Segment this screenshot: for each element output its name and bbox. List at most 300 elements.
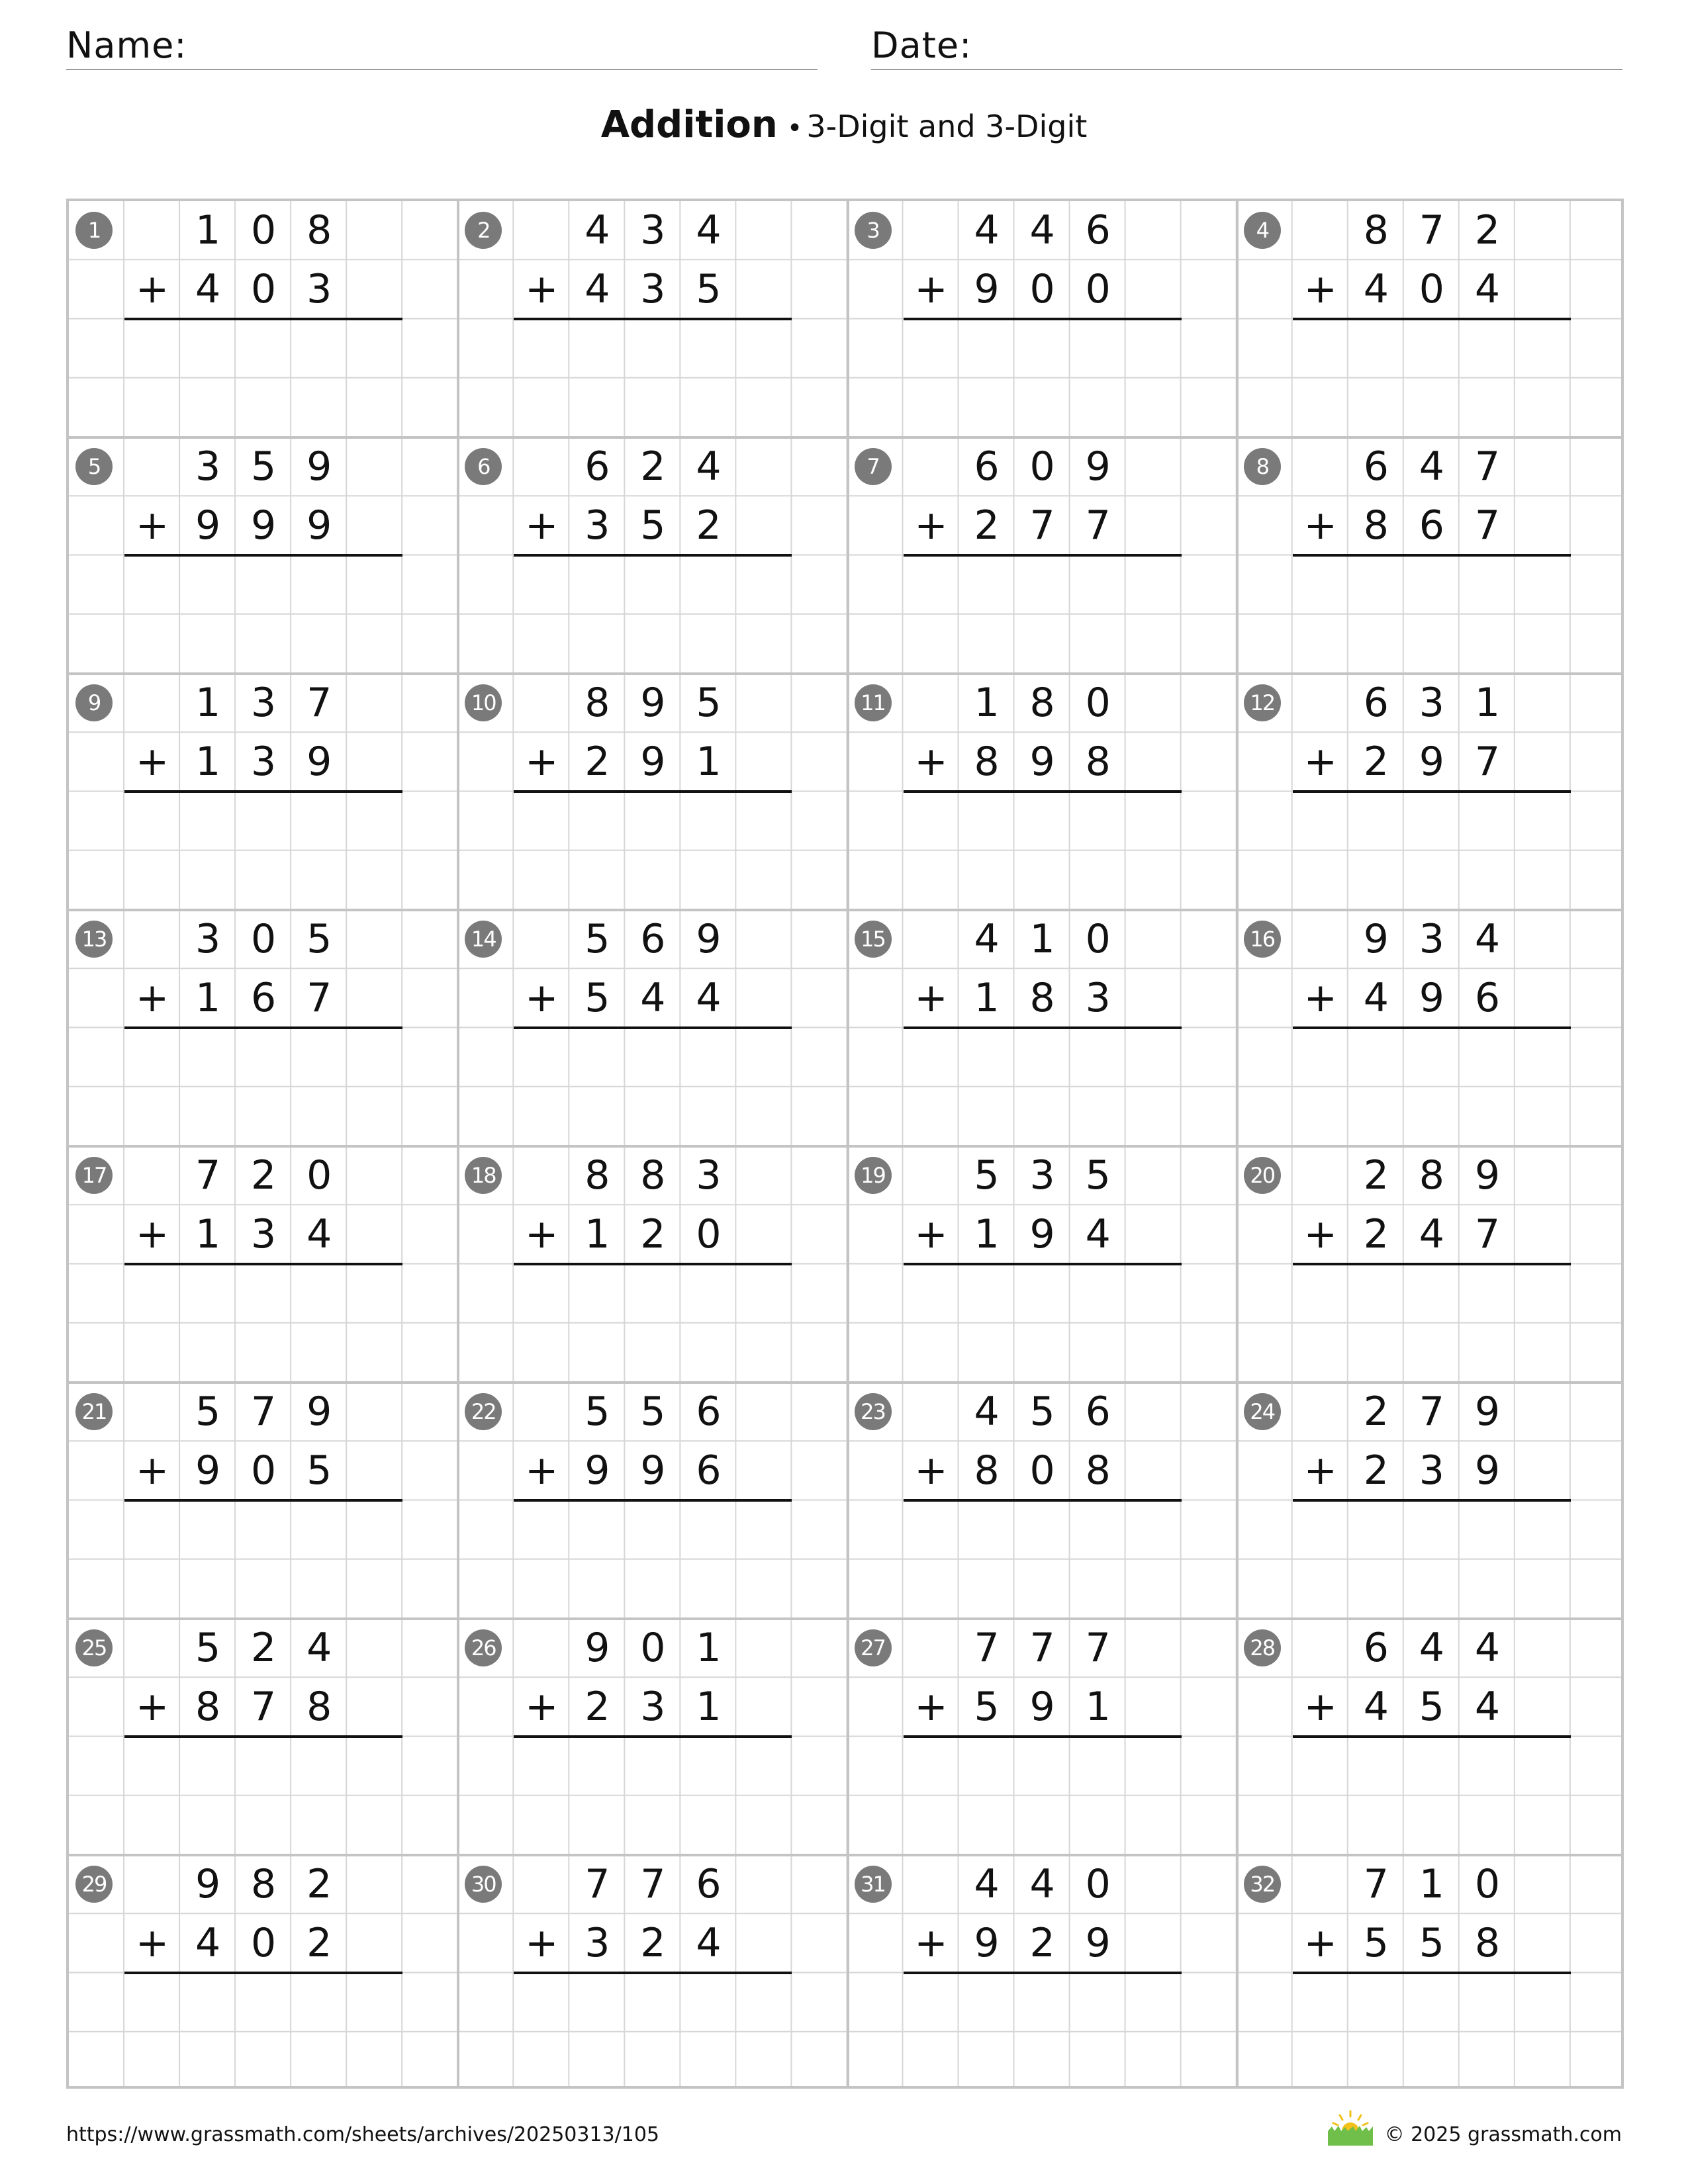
- addend-bottom-digit: 2: [696, 502, 722, 549]
- answer-space[interactable]: [1293, 1265, 1571, 1379]
- addend-top-digit: 5: [585, 1388, 610, 1435]
- problem-number-badge: 21: [75, 1393, 113, 1430]
- addend-top-digit: 0: [306, 1152, 332, 1199]
- addend-bottom-digit: 9: [1029, 1684, 1055, 1731]
- addend-top-digit: 1: [195, 207, 221, 253]
- addend-bottom-digit: 7: [251, 1684, 277, 1731]
- problem-number-badge: 17: [75, 1157, 113, 1194]
- problem-16: [1237, 910, 1624, 1146]
- addend-top-digit: 6: [1363, 1625, 1389, 1671]
- answer-space[interactable]: [124, 320, 402, 434]
- addend-top-digit: 9: [195, 1861, 221, 1907]
- addend-bottom-digit: 7: [1029, 502, 1055, 549]
- addend-bottom-digit: 4: [696, 975, 722, 1022]
- addend-bottom-digit: 4: [1474, 1684, 1500, 1731]
- addend-top-digit: 0: [1085, 680, 1111, 726]
- plus-sign: +: [1303, 1684, 1337, 1730]
- answer-space[interactable]: [514, 1737, 792, 1852]
- addend-bottom-digit: 8: [195, 1684, 221, 1731]
- answer-space[interactable]: [904, 1028, 1182, 1143]
- answer-space[interactable]: [1293, 792, 1571, 907]
- problem-number-badge: 27: [855, 1629, 892, 1666]
- problem-number-badge: 32: [1244, 1866, 1281, 1903]
- addend-bottom-digit: 9: [195, 502, 221, 549]
- problem-number-badge: 20: [1244, 1157, 1281, 1194]
- addend-top-digit: 7: [974, 1625, 1000, 1671]
- answer-space[interactable]: [124, 1974, 402, 2088]
- plus-sign: +: [914, 1211, 948, 1257]
- answer-space[interactable]: [904, 1737, 1182, 1852]
- problem-number-badge: 22: [465, 1393, 502, 1430]
- problem-19: [848, 1146, 1237, 1383]
- addend-bottom-digit: 7: [1085, 502, 1111, 549]
- addend-bottom-digit: 5: [640, 502, 666, 549]
- addend-top-digit: 5: [974, 1152, 1000, 1199]
- answer-space[interactable]: [124, 1265, 402, 1379]
- addend-top-digit: 6: [974, 443, 1000, 490]
- date-field[interactable]: [871, 23, 1622, 70]
- answer-space[interactable]: [904, 1974, 1182, 2088]
- addend-top-digit: 1: [974, 680, 1000, 726]
- addend-top-digit: 1: [195, 680, 221, 726]
- addend-bottom-digit: 8: [1363, 502, 1389, 549]
- addend-bottom-digit: 4: [1363, 266, 1389, 313]
- addend-top-digit: 5: [251, 443, 277, 490]
- problem-5: [69, 437, 458, 674]
- problem-1: [69, 201, 458, 437]
- addend-top-digit: 0: [1029, 443, 1055, 490]
- problem-number-badge: 1: [75, 212, 113, 249]
- answer-space[interactable]: [514, 1974, 792, 2088]
- addend-top-digit: 7: [1419, 207, 1444, 253]
- plus-sign: +: [525, 739, 559, 785]
- addend-top-digit: 5: [1029, 1388, 1055, 1435]
- problem-number-badge: 25: [75, 1629, 113, 1666]
- addend-top-digit: 9: [696, 916, 722, 962]
- addend-bottom-digit: 6: [1474, 975, 1500, 1022]
- footer-url[interactable]: https://www.grassmath.com/sheets/archives/20250313/105: [66, 2123, 660, 2146]
- addend-top-digit: 7: [1029, 1625, 1055, 1671]
- addend-bottom-digit: 6: [251, 975, 277, 1022]
- plus-sign: +: [135, 1684, 169, 1730]
- addend-bottom-digit: 9: [585, 1447, 610, 1494]
- addend-top-digit: 8: [306, 207, 332, 253]
- addend-top-digit: 5: [640, 1388, 666, 1435]
- plus-sign: +: [914, 1447, 948, 1494]
- addend-bottom-digit: 8: [1029, 975, 1055, 1022]
- plus-sign: +: [135, 1447, 169, 1494]
- addend-top-digit: 4: [974, 916, 1000, 962]
- addend-bottom-digit: 8: [1085, 739, 1111, 786]
- problem-21: [69, 1383, 458, 1619]
- answer-space[interactable]: [1293, 1501, 1571, 1615]
- problem-14: [458, 910, 847, 1146]
- problem-15: [848, 910, 1237, 1146]
- addend-bottom-digit: 9: [1029, 739, 1055, 786]
- addend-bottom-digit: 8: [1085, 1447, 1111, 1494]
- addend-bottom-digit: 0: [251, 266, 277, 313]
- sun-over-grass-icon: [1327, 2109, 1374, 2146]
- answer-space[interactable]: [124, 556, 402, 670]
- problem-4: [1237, 201, 1624, 437]
- addend-top-digit: 6: [696, 1388, 722, 1435]
- addend-top-digit: 6: [640, 916, 666, 962]
- addend-top-digit: 4: [696, 207, 722, 253]
- addend-top-digit: 4: [306, 1625, 332, 1671]
- addend-top-digit: 6: [1085, 207, 1111, 253]
- addend-bottom-digit: 3: [251, 739, 277, 786]
- addend-bottom-digit: 4: [195, 266, 221, 313]
- addend-bottom-digit: 9: [640, 1447, 666, 1494]
- problem-number-badge: 14: [465, 921, 502, 958]
- problem-number-badge: 11: [855, 684, 892, 721]
- plus-sign: +: [135, 975, 169, 1021]
- problem-number-badge: 30: [465, 1866, 502, 1903]
- plus-sign: +: [525, 266, 559, 312]
- plus-sign: +: [135, 1211, 169, 1257]
- addend-bottom-digit: 8: [1474, 1920, 1500, 1967]
- date-label: Date:: [871, 24, 972, 66]
- problem-number-badge: 24: [1244, 1393, 1281, 1430]
- addend-bottom-digit: 9: [1474, 1447, 1500, 1494]
- addend-bottom-digit: 4: [1419, 1211, 1444, 1258]
- problem-number-badge: 8: [1244, 448, 1281, 485]
- addend-bottom-digit: 0: [1029, 1447, 1055, 1494]
- addend-bottom-digit: 1: [195, 739, 221, 786]
- addend-top-digit: 6: [585, 443, 610, 490]
- name-label: Name:: [66, 24, 187, 66]
- addend-bottom-digit: 0: [696, 1211, 722, 1258]
- addend-bottom-digit: 9: [306, 739, 332, 786]
- addend-bottom-digit: 3: [640, 1684, 666, 1731]
- plus-sign: +: [914, 1684, 948, 1730]
- addend-bottom-digit: 3: [585, 1920, 610, 1967]
- addend-top-digit: 0: [1474, 1861, 1500, 1907]
- problem-number-badge: 3: [855, 212, 892, 249]
- addend-bottom-digit: 9: [974, 266, 1000, 313]
- plus-sign: +: [135, 266, 169, 312]
- addend-top-digit: 4: [1474, 916, 1500, 962]
- addend-top-digit: 3: [251, 680, 277, 726]
- plus-sign: +: [1303, 502, 1337, 549]
- addend-bottom-digit: 1: [974, 1211, 1000, 1258]
- addend-bottom-digit: 4: [696, 1920, 722, 1967]
- addend-bottom-digit: 5: [1363, 1920, 1389, 1967]
- plus-sign: +: [525, 1920, 559, 1966]
- addend-bottom-digit: 2: [974, 502, 1000, 549]
- problem-7: [848, 437, 1237, 674]
- addend-top-digit: 9: [1085, 443, 1111, 490]
- addend-top-digit: 4: [696, 443, 722, 490]
- plus-sign: +: [914, 266, 948, 312]
- problem-18: [458, 1146, 847, 1383]
- plus-sign: +: [525, 502, 559, 549]
- addend-bottom-digit: 9: [1029, 1211, 1055, 1258]
- addend-bottom-digit: 9: [974, 1920, 1000, 1967]
- plus-sign: +: [1303, 739, 1337, 785]
- answer-space[interactable]: [514, 320, 792, 434]
- plus-sign: +: [914, 739, 948, 785]
- answer-space[interactable]: [904, 556, 1182, 670]
- problem-26: [458, 1619, 847, 1855]
- addend-bottom-digit: 1: [974, 975, 1000, 1022]
- addend-top-digit: 6: [1085, 1388, 1111, 1435]
- addend-bottom-digit: 2: [585, 1684, 610, 1731]
- problem-24: [1237, 1383, 1624, 1619]
- addend-bottom-digit: 1: [1085, 1684, 1111, 1731]
- plus-sign: +: [914, 502, 948, 549]
- addend-top-digit: 8: [1419, 1152, 1444, 1199]
- addend-bottom-digit: 1: [585, 1211, 610, 1258]
- plus-sign: +: [914, 1920, 948, 1966]
- addend-bottom-digit: 2: [306, 1920, 332, 1967]
- addend-bottom-digit: 4: [195, 1920, 221, 1967]
- addend-top-digit: 7: [306, 680, 332, 726]
- addend-bottom-digit: 2: [1363, 739, 1389, 786]
- problem-10: [458, 674, 847, 910]
- problem-25: [69, 1619, 458, 1855]
- plus-sign: +: [1303, 1920, 1337, 1966]
- addend-bottom-digit: 2: [640, 1920, 666, 1967]
- addend-top-digit: 7: [251, 1388, 277, 1435]
- problem-number-badge: 7: [855, 448, 892, 485]
- addend-top-digit: 8: [1363, 207, 1389, 253]
- addend-top-digit: 3: [1419, 680, 1444, 726]
- plus-sign: +: [1303, 266, 1337, 312]
- addend-bottom-digit: 5: [585, 975, 610, 1022]
- addend-top-digit: 1: [1029, 916, 1055, 962]
- addend-top-digit: 7: [1085, 1625, 1111, 1671]
- addend-bottom-digit: 7: [1474, 1211, 1500, 1258]
- problem-number-badge: 2: [465, 212, 502, 249]
- addend-bottom-digit: 2: [1029, 1920, 1055, 1967]
- addend-top-digit: 5: [195, 1388, 221, 1435]
- problem-22: [458, 1383, 847, 1619]
- problem-number-badge: 23: [855, 1393, 892, 1430]
- problem-31: [848, 1855, 1237, 2089]
- addend-bottom-digit: 5: [1419, 1920, 1444, 1967]
- problem-8: [1237, 437, 1624, 674]
- problem-number-badge: 4: [1244, 212, 1281, 249]
- addend-top-digit: 2: [251, 1152, 277, 1199]
- addend-bottom-digit: 3: [640, 266, 666, 313]
- addend-bottom-digit: 3: [306, 266, 332, 313]
- answer-space[interactable]: [904, 1265, 1182, 1379]
- problem-28: [1237, 1619, 1624, 1855]
- addend-top-digit: 0: [251, 916, 277, 962]
- addend-bottom-digit: 5: [306, 1447, 332, 1494]
- addend-bottom-digit: 9: [306, 502, 332, 549]
- answer-space[interactable]: [514, 556, 792, 670]
- addend-top-digit: 8: [585, 1152, 610, 1199]
- worksheet-title: [0, 103, 1688, 146]
- addend-bottom-digit: 7: [306, 975, 332, 1022]
- addend-top-digit: 4: [1419, 1625, 1444, 1671]
- addend-top-digit: 3: [640, 207, 666, 253]
- plus-sign: +: [135, 502, 169, 549]
- plus-sign: +: [135, 1920, 169, 1966]
- addend-top-digit: 5: [585, 916, 610, 962]
- addend-top-digit: 9: [1363, 916, 1389, 962]
- addend-bottom-digit: 4: [1085, 1211, 1111, 1258]
- addend-bottom-digit: 1: [195, 1211, 221, 1258]
- addend-bottom-digit: 8: [974, 1447, 1000, 1494]
- name-field[interactable]: [66, 23, 818, 70]
- addend-bottom-digit: 3: [1419, 1447, 1444, 1494]
- answer-space[interactable]: [1293, 320, 1571, 434]
- addend-bottom-digit: 3: [251, 1211, 277, 1258]
- addend-top-digit: 0: [251, 207, 277, 253]
- addend-top-digit: 7: [195, 1152, 221, 1199]
- addend-bottom-digit: 1: [696, 1684, 722, 1731]
- problem-23: [848, 1383, 1237, 1619]
- addend-top-digit: 1: [1474, 680, 1500, 726]
- problem-9: [69, 674, 458, 910]
- addend-bottom-digit: 4: [1474, 266, 1500, 313]
- answer-space[interactable]: [514, 1265, 792, 1379]
- title-main: Addition: [600, 103, 778, 146]
- addend-top-digit: 5: [195, 1625, 221, 1671]
- addend-top-digit: 9: [306, 1388, 332, 1435]
- addend-top-digit: 6: [1363, 680, 1389, 726]
- plus-sign: +: [525, 1447, 559, 1494]
- addend-bottom-digit: 7: [1474, 739, 1500, 786]
- problem-number-badge: 19: [855, 1157, 892, 1194]
- problem-30: [458, 1855, 847, 2089]
- addend-top-digit: 2: [640, 443, 666, 490]
- addend-bottom-digit: 1: [195, 975, 221, 1022]
- answer-space[interactable]: [1293, 1737, 1571, 1852]
- answer-space[interactable]: [904, 320, 1182, 434]
- plus-sign: +: [914, 975, 948, 1021]
- addend-top-digit: 7: [1474, 443, 1500, 490]
- addend-top-digit: 8: [585, 680, 610, 726]
- title-subtitle: 3-Digit and 3-Digit: [806, 109, 1088, 144]
- addend-top-digit: 8: [1029, 680, 1055, 726]
- answer-space[interactable]: [124, 792, 402, 907]
- addend-top-digit: 2: [1363, 1152, 1389, 1199]
- addend-top-digit: 0: [640, 1625, 666, 1671]
- plus-sign: +: [525, 1211, 559, 1257]
- addend-top-digit: 5: [306, 916, 332, 962]
- answer-space[interactable]: [514, 792, 792, 907]
- problem-grid: [66, 199, 1624, 2089]
- answer-space[interactable]: [904, 792, 1182, 907]
- addend-top-digit: 4: [1474, 1625, 1500, 1671]
- answer-space[interactable]: [124, 1737, 402, 1852]
- addend-bottom-digit: 2: [585, 739, 610, 786]
- problem-11: [848, 674, 1237, 910]
- problem-20: [1237, 1146, 1624, 1383]
- problem-27: [848, 1619, 1237, 1855]
- addend-bottom-digit: 4: [1363, 975, 1389, 1022]
- addend-top-digit: 6: [1363, 443, 1389, 490]
- addend-top-digit: 7: [1419, 1388, 1444, 1435]
- addend-top-digit: 9: [306, 443, 332, 490]
- addend-top-digit: 2: [1474, 207, 1500, 253]
- addend-top-digit: 7: [1363, 1861, 1389, 1907]
- addend-top-digit: 1: [696, 1625, 722, 1671]
- addend-bottom-digit: 9: [1419, 975, 1444, 1022]
- addend-bottom-digit: 0: [1085, 266, 1111, 313]
- answer-space[interactable]: [124, 1028, 402, 1143]
- addend-top-digit: 2: [306, 1861, 332, 1907]
- answer-space[interactable]: [1293, 1974, 1571, 2088]
- problem-number-badge: 31: [855, 1866, 892, 1903]
- addend-top-digit: 4: [974, 1388, 1000, 1435]
- title-separator: •: [786, 113, 803, 144]
- problem-6: [458, 437, 847, 674]
- answer-space[interactable]: [1293, 1028, 1571, 1143]
- plus-sign: +: [1303, 1211, 1337, 1257]
- addend-top-digit: 9: [1474, 1152, 1500, 1199]
- addend-bottom-digit: 4: [640, 975, 666, 1022]
- addend-bottom-digit: 6: [1419, 502, 1444, 549]
- problem-number-badge: 12: [1244, 684, 1281, 721]
- answer-space[interactable]: [124, 1501, 402, 1615]
- addend-bottom-digit: 5: [974, 1684, 1000, 1731]
- addend-top-digit: 2: [1363, 1388, 1389, 1435]
- addend-top-digit: 1: [1419, 1861, 1444, 1907]
- addend-top-digit: 3: [195, 916, 221, 962]
- addend-top-digit: 5: [696, 680, 722, 726]
- addend-bottom-digit: 3: [585, 502, 610, 549]
- addend-top-digit: 3: [195, 443, 221, 490]
- addend-bottom-digit: 9: [1085, 1920, 1111, 1967]
- addend-top-digit: 3: [1029, 1152, 1055, 1199]
- addend-bottom-digit: 0: [1029, 266, 1055, 313]
- plus-sign: +: [135, 739, 169, 785]
- addend-bottom-digit: 4: [585, 266, 610, 313]
- addend-bottom-digit: 4: [306, 1211, 332, 1258]
- problem-number-badge: 10: [465, 684, 502, 721]
- addend-bottom-digit: 8: [974, 739, 1000, 786]
- addend-bottom-digit: 1: [696, 739, 722, 786]
- addend-bottom-digit: 2: [640, 1211, 666, 1258]
- addend-top-digit: 9: [640, 680, 666, 726]
- problem-2: [458, 201, 847, 437]
- addend-bottom-digit: 2: [1363, 1447, 1389, 1494]
- addend-bottom-digit: 5: [1419, 1684, 1444, 1731]
- addend-bottom-digit: 3: [1085, 975, 1111, 1022]
- addend-top-digit: 9: [1474, 1388, 1500, 1435]
- answer-space[interactable]: [514, 1028, 792, 1143]
- problem-number-badge: 16: [1244, 921, 1281, 958]
- answer-space[interactable]: [1293, 556, 1571, 670]
- addend-bottom-digit: 9: [195, 1447, 221, 1494]
- addend-bottom-digit: 0: [251, 1920, 277, 1967]
- addend-bottom-digit: 2: [1363, 1211, 1389, 1258]
- addend-top-digit: 4: [974, 1861, 1000, 1907]
- plus-sign: +: [525, 1684, 559, 1730]
- addend-top-digit: 4: [974, 207, 1000, 253]
- addend-bottom-digit: 5: [696, 266, 722, 313]
- addend-top-digit: 4: [1029, 1861, 1055, 1907]
- addend-bottom-digit: 7: [1474, 502, 1500, 549]
- answer-space[interactable]: [904, 1501, 1182, 1615]
- problem-12: [1237, 674, 1624, 910]
- problem-13: [69, 910, 458, 1146]
- plus-sign: +: [1303, 1447, 1337, 1494]
- addend-bottom-digit: 6: [696, 1447, 722, 1494]
- addend-top-digit: 6: [696, 1861, 722, 1907]
- addend-top-digit: 9: [585, 1625, 610, 1671]
- addend-top-digit: 7: [585, 1861, 610, 1907]
- problem-3: [848, 201, 1237, 437]
- answer-space[interactable]: [514, 1501, 792, 1615]
- addend-top-digit: 8: [251, 1861, 277, 1907]
- addend-bottom-digit: 9: [640, 739, 666, 786]
